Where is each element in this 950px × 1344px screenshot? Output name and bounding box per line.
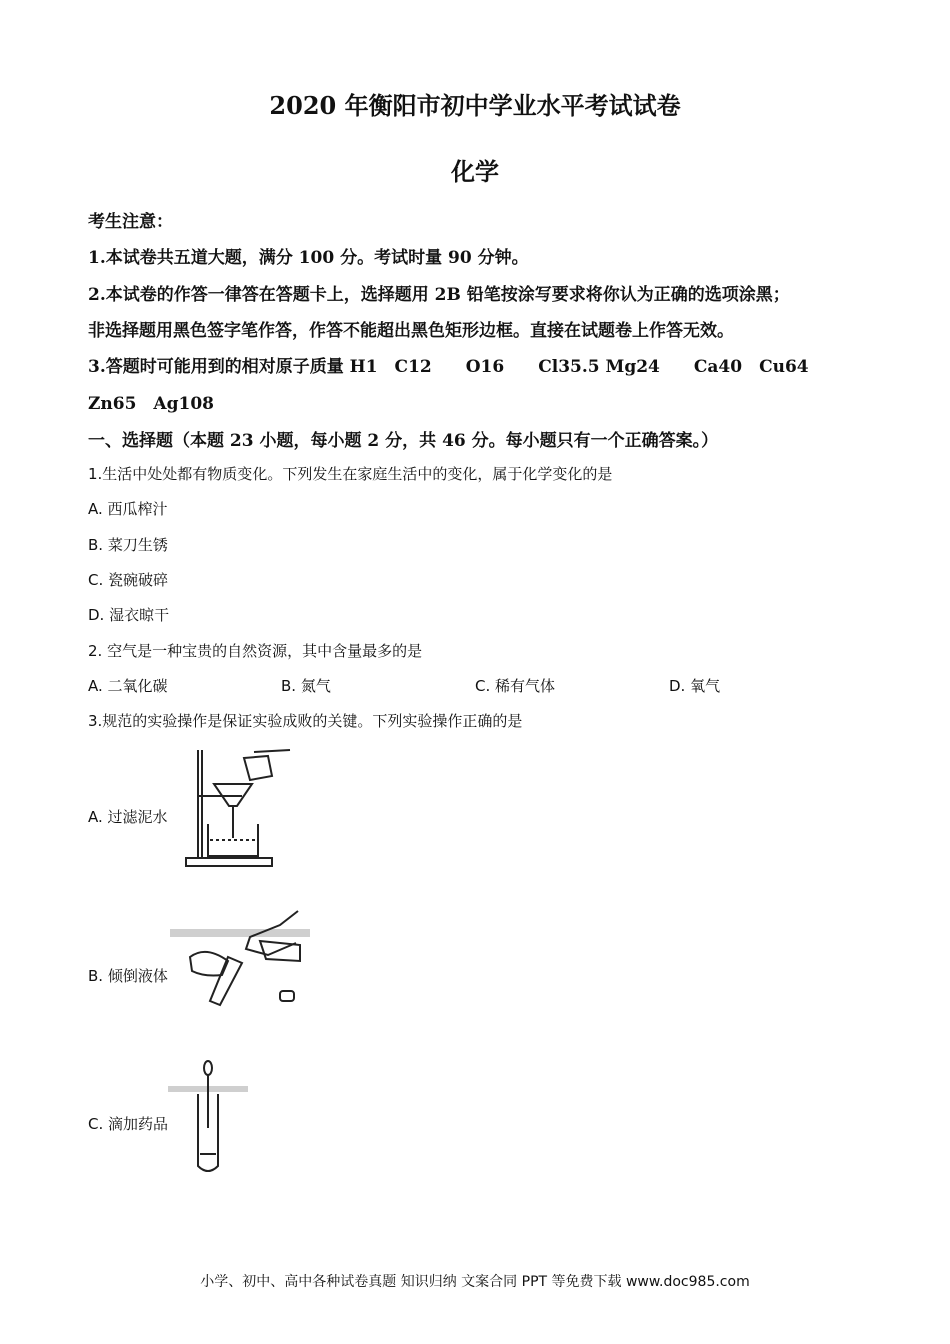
question-2-option-c: C. 稀有气体 [475, 677, 556, 695]
question-3-option-b: B. 倾倒液体 [88, 967, 168, 985]
filtration-apparatus-icon [182, 740, 302, 870]
question-2-stem: 2. 空气是一种宝贵的自然资源，其中含量最多的是 [88, 642, 423, 660]
notice-heading: 考生注意： [88, 212, 173, 232]
question-1-option-d: D. 湿衣晾干 [88, 606, 170, 624]
dropper-test-tube-icon [168, 1058, 248, 1178]
notice-line-2b: 非选择题用黑色签字笔作答，作答不能超出黑色矩形边框。直接在试题卷上作答无效。 [88, 321, 734, 341]
question-3-option-a: A. 过滤泥水 [88, 808, 168, 826]
notice-line-3b: Zn65 Ag108 [88, 394, 214, 414]
footer-text: 小学、初中、高中各种试卷真题 知识归纳 文案合同 PPT 等免费下载 www.doc985.com [200, 1274, 750, 1290]
page-title: 2020 年衡阳市初中学业水平考试试卷 [269, 91, 681, 120]
notice-line-2a: 2.本试卷的作答一律答在答题卡上，选择题用 2B 铅笔按涂写要求将你认为正确的选项涂黑； [88, 285, 790, 305]
question-1-stem: 1.生活中处处都有物质变化。下列发生在家庭生活中的变化，属于化学变化的是 [88, 465, 613, 483]
question-3-stem: 3.规范的实验操作是保证实验成败的关键。下列实验操作正确的是 [88, 712, 523, 730]
question-1-option-b: B. 菜刀生锈 [88, 536, 168, 554]
question-1-option-c: C. 瓷碗破碎 [88, 571, 169, 589]
question-3-option-c: C. 滴加药品 [88, 1115, 169, 1133]
pouring-liquid-icon [170, 905, 310, 1015]
question-2-option-d: D. 氧气 [669, 677, 721, 695]
question-2-option-a: A. 二氧化碳 [88, 677, 168, 695]
question-1-option-a: A. 西瓜榨汁 [88, 500, 168, 518]
notice-line-1: 1.本试卷共五道大题，满分 100 分。考试时量 90 分钟。 [88, 248, 529, 268]
subject-title: 化学 [451, 157, 499, 186]
question-2-option-b: B. 氮气 [281, 677, 331, 695]
section-heading: 一、选择题（本题 23 小题，每小题 2 分，共 46 分。每小题只有一个正确答案。） [88, 431, 719, 451]
notice-line-3a: 3.答题时可能用到的相对原子质量 H1 C12 O16 Cl35.5 Mg24 Ca40 Cu64 [88, 357, 809, 377]
